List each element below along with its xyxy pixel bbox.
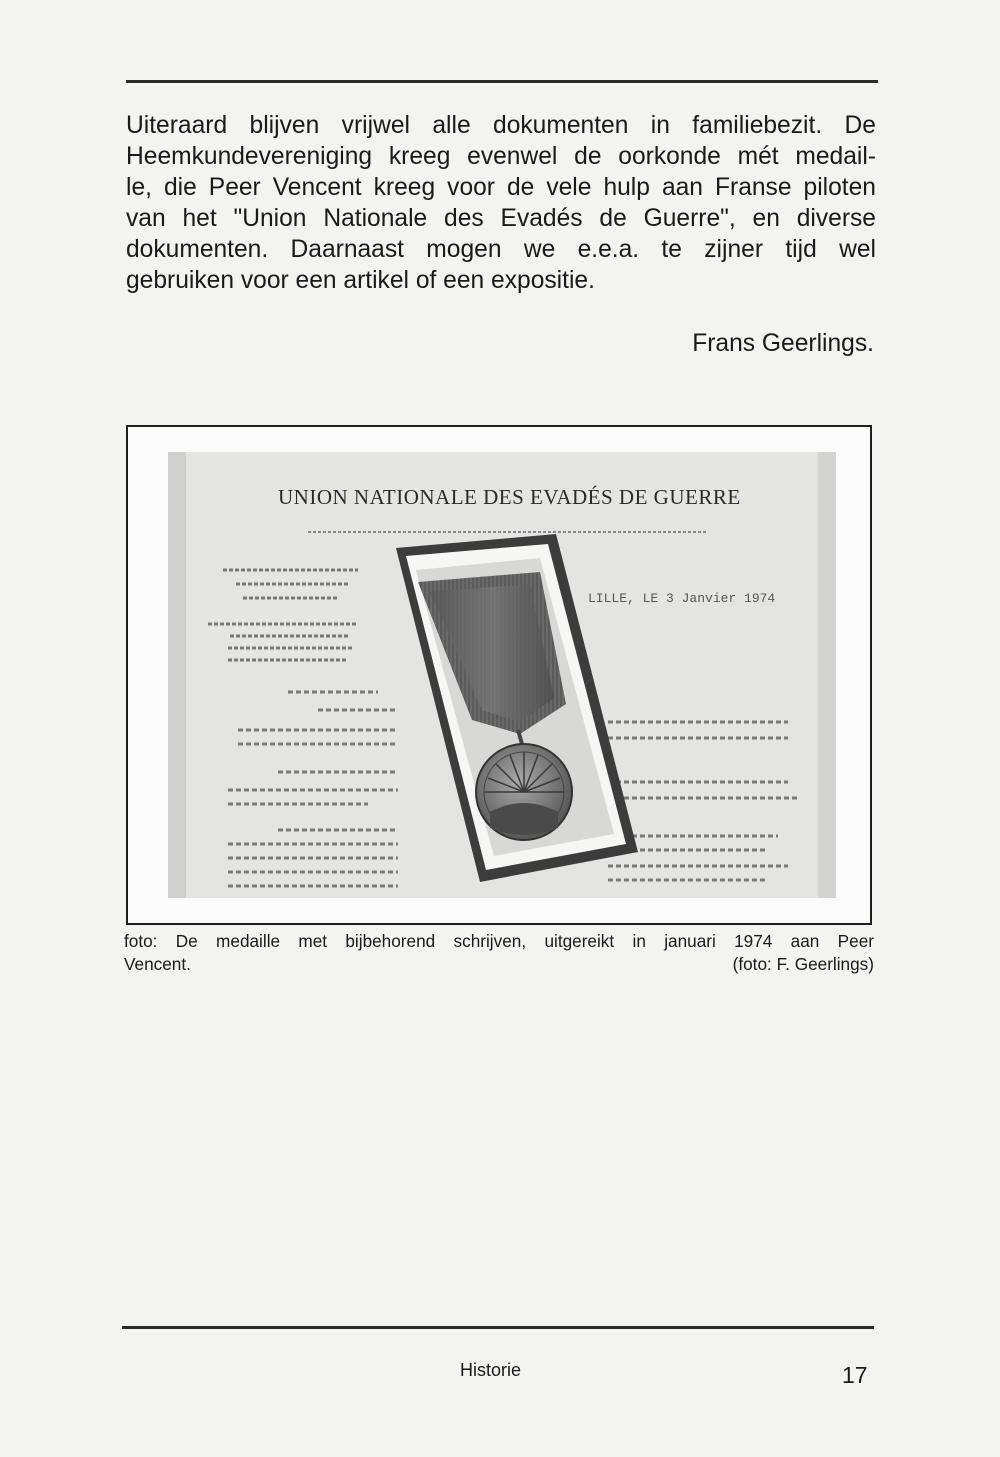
- article-line: dokumenten. Daarnaast mogen we e.e.a. te zijner tijd wel: [126, 236, 876, 263]
- article-line: Uiteraard blijven vrijwel alle dokumenten in familiebezit. De: [126, 112, 876, 139]
- article-line: Heemkundevereniging kreeg evenwel de oorkonde mét medail-: [126, 143, 876, 170]
- article-paragraph: [126, 110, 876, 296]
- caption-line: foto: De medaille met bijbehorend schrijven, uitgereikt in januari 1974 aan Peer: [124, 931, 874, 951]
- letterhead-text: UNION NATIONALE DES EVADÉS DE GUERRE: [278, 485, 741, 509]
- bottom-rule: [122, 1326, 874, 1329]
- letter-date: LILLE, LE 3 Janvier 1974: [588, 591, 776, 606]
- page-number: 17: [842, 1362, 868, 1388]
- top-rule: [126, 80, 878, 83]
- article-line: le, die Peer Vencent kreeg voor de vele hulp aan Franse piloten: [126, 174, 876, 201]
- medal-photo: [168, 452, 836, 898]
- caption-line: [124, 953, 874, 976]
- article-line: gebruiken voor een artikel of een expositie.: [126, 267, 595, 294]
- medal: [476, 744, 572, 840]
- photo-credit: (foto: F. Geerlings): [732, 954, 874, 974]
- footer-section-label: Historie: [460, 1360, 522, 1380]
- caption-line-end: Vencent.: [124, 954, 191, 974]
- figure-frame: [126, 425, 872, 925]
- figure-caption: [124, 930, 874, 976]
- author-signature: Frans Geerlings.: [692, 330, 874, 357]
- article-line: van het "Union Nationale des Evadés de Guerre", en diverse: [126, 205, 876, 232]
